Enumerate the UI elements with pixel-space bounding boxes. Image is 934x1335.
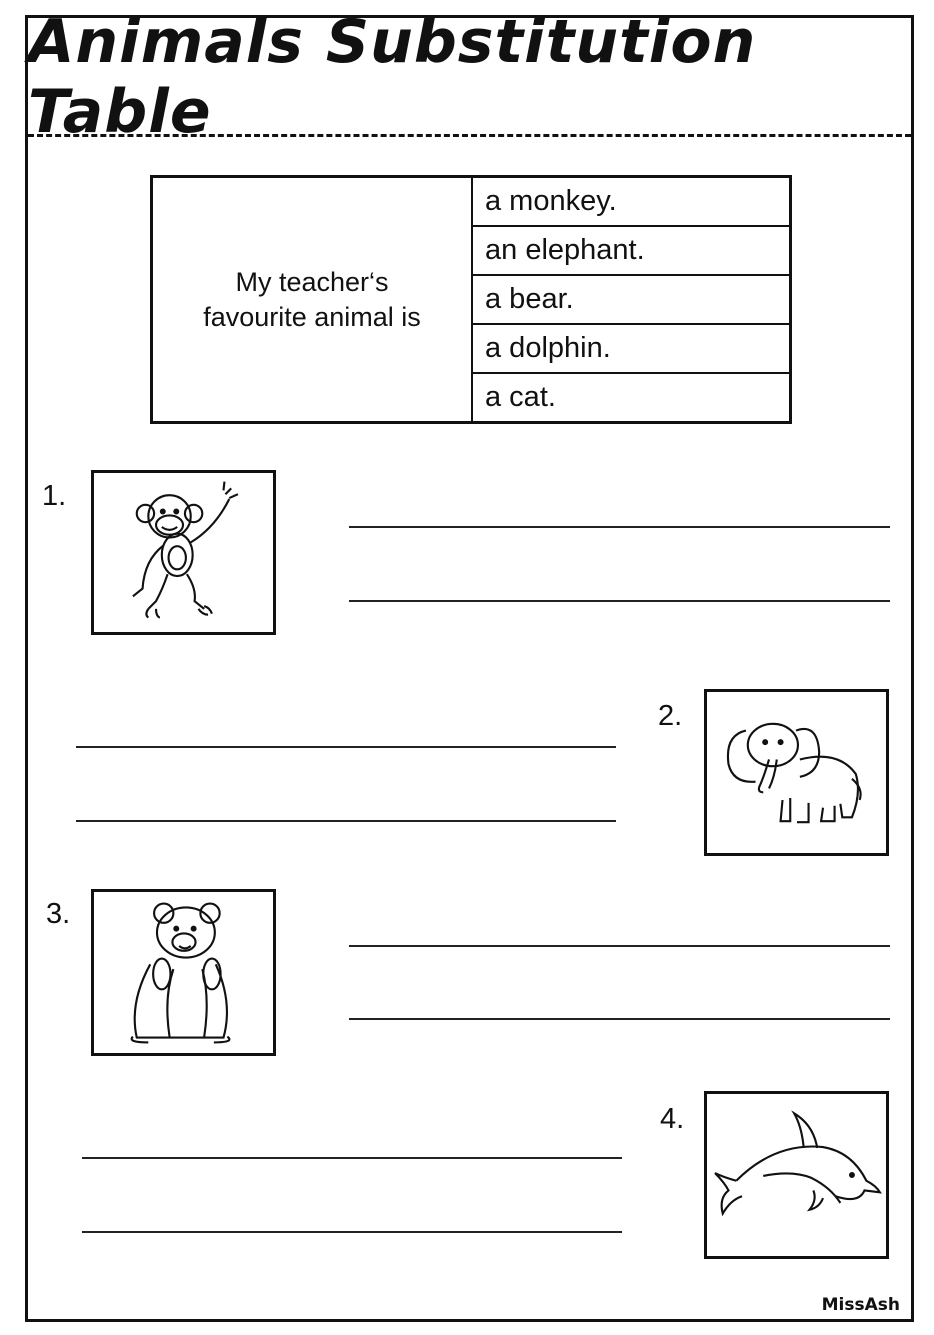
answer-line-1a[interactable]: [349, 526, 890, 528]
answer-line-4b[interactable]: [82, 1231, 622, 1233]
option-column: [473, 178, 789, 421]
exercise-2-number: 2.: [658, 700, 683, 732]
exercise-1-number: 1.: [42, 480, 67, 512]
exercise-4-number: 4.: [660, 1103, 685, 1135]
dolphin-icon: [707, 1094, 886, 1256]
option-elephant: an elephant.: [473, 227, 789, 276]
sentence-stem-line-2: favourite animal is: [203, 301, 421, 332]
bear-picture: [91, 889, 276, 1056]
sentence-stem-line-1: My teacher‘s: [235, 266, 389, 297]
option-dolphin: a dolphin.: [473, 325, 789, 374]
answer-line-1b[interactable]: [349, 600, 890, 602]
brand-signature: MissAsh: [821, 1295, 900, 1315]
answer-line-2a[interactable]: [76, 746, 616, 748]
option-cat: a cat.: [485, 381, 556, 413]
answer-line-2b[interactable]: [76, 820, 616, 822]
answer-line-3b[interactable]: [349, 1018, 890, 1020]
option-monkey: a monkey.: [473, 178, 789, 227]
answer-line-3a[interactable]: [349, 945, 890, 947]
bear-icon: [94, 892, 273, 1053]
sentence-stem: [153, 178, 473, 421]
answer-line-4a[interactable]: [82, 1157, 622, 1159]
monkey-picture: [91, 470, 276, 635]
dolphin-picture: [704, 1091, 889, 1259]
exercise-3-number: 3.: [46, 898, 71, 930]
elephant-picture: [704, 689, 889, 856]
monkey-icon: [94, 473, 273, 632]
substitution-table: [150, 175, 792, 424]
option-bear: a bear.: [473, 276, 789, 325]
page-title: Animals Substitution Table: [28, 7, 757, 147]
elephant-icon: [707, 692, 886, 853]
title-divider: [28, 134, 911, 137]
